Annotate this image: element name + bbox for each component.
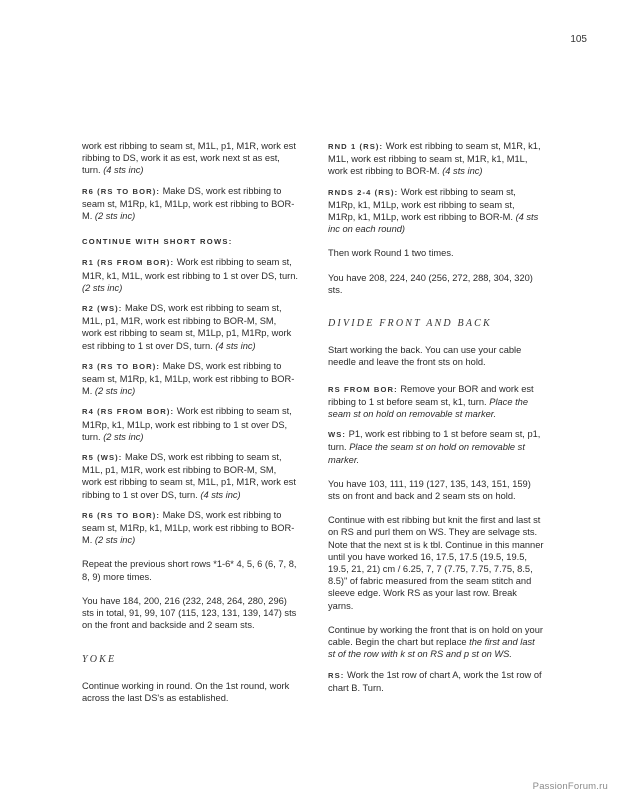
repeat-paragraph: Repeat the previous short rows *1-6* 4, 5, 6 (6, 7, 8, 8, 9) more times. <box>82 559 297 582</box>
instruction-rnd1: RND 1 (RS): Work est ribbing to seam st, M1R, k1, M1L, work est ribbing to seam st, M1R, k1, M1L, work est ribbing to BOR-M. (4 sts inc) <box>328 141 541 177</box>
instruction-rs: RS: Work the 1st row of chart A, work the 1st row of chart B. Turn. <box>328 669 542 693</box>
short-rows-heading: CONTINUE WITH SHORT ROWS: <box>82 237 233 247</box>
start-paragraph: Start working the back. You can use your cable needle and leave the front sts on hold. <box>328 345 522 368</box>
stitch-count-paragraph: You have 103, 111, 119 (127, 135, 143, 151, 159) sts on front and back and 2 seam sts on hold. <box>328 478 531 502</box>
instruction-rs-from-bor: RS FROM BOR: Remove your BOR and work est ribbing to 1 st before seam st, k1, turn. Place the seam st on hold on removable st marker. <box>328 383 534 420</box>
instruction-r6-b: R6 (RS TO BOR): Make DS, work est ribbing to seam st, M1Rp, k1, M1Lp, work est ribbing to BOR-M. (2 sts inc) <box>82 509 295 546</box>
left-column <box>82 140 298 712</box>
then-paragraph: Then work Round 1 two times. <box>328 248 454 259</box>
page-number: 105 <box>570 34 587 45</box>
instruction-r1: R1 (RS FROM BOR): Work est ribbing to seam st, M1R, k1, M1L, work est ribbing to 1 st over DS, turn. (2 sts inc) <box>82 257 298 293</box>
yoke-paragraph: Continue working in round. On the 1st round, work across the last DS's as established. <box>82 680 290 703</box>
instruction-r6: R6 (RS TO BOR): Make DS, work est ribbing to seam st, M1Rp, k1, M1Lp, work est ribbing to BOR-M. (2 sts inc) <box>82 185 295 222</box>
instruction-r2: R2 (WS): Make DS, work est ribbing to seam st, M1L, p1, M1R, work est ribbing to BOR-M, SM, work est ribbing to seam st, M1Lp, p1, M1Rp, work est ribbing to 1 st over DS, turn. (4 sts inc) <box>82 303 292 351</box>
paragraph: work est ribbing to seam st, M1L, p1, M1R, work est ribbing to DS, work it as est, work next st as est, turn. (4 sts inc) <box>82 141 296 176</box>
watermark: PassionForum.ru <box>532 781 608 792</box>
right-column <box>328 140 544 702</box>
instruction-r4: R4 (RS FROM BOR): Work est ribbing to seam st, M1Rp, k1, M1Lp, work est ribbing to 1 st over DS, turn. (2 sts inc) <box>82 406 292 442</box>
instruction-rnds-2-4: RNDS 2-4 (RS): Work est ribbing to seam st, M1Rp, k1, M1Lp, work est ribbing to seam st, M1Rp, k1, M1Lp, work est ribbing to BOR-M. (4 sts inc on each round) <box>328 186 539 235</box>
instruction-r3: R3 (RS TO BOR): Make DS, work est ribbing to seam st, M1Rp, k1, M1Lp, work est ribbing to BOR-M. (2 sts inc) <box>82 360 295 397</box>
instruction-r5: R5 (WS): Make DS, work est ribbing to seam st, M1L, p1, M1R, work est ribbing to BOR-M, SM, work est ribbing to seam st, M1L, p1, M1R, work est ribbing to 1 st over DS, turn. (4 sts inc) <box>82 452 296 500</box>
instruction-ws: WS: P1, work est ribbing to 1 st before seam st, p1, turn. Place the seam st on hold on removable st marker. <box>328 429 541 465</box>
continue-paragraph: Continue with est ribbing but knit the first and last st on RS and purl them on WS. They are selvage sts. Note that the next st is k tbl. Continue in this manner until you have worked 16, 17.5, 17.5 (19.5, 19.5, 19.5, 21, 21) cm / 6.25, 7, 7 (7.75, 7.75, 7.75, 8.5, 8.5)" of fabric measured from the seam stitch and sleeve edge. Work RS as your last row. Break yarns. <box>328 515 544 611</box>
stitch-count-paragraph: You have 184, 200, 216 (232, 248, 264, 280, 296) sts in total, 91, 99, 107 (115, 123, 131, 139, 147) sts on the front and backside and 2 seam sts. <box>82 595 297 631</box>
section-title-yoke: YOKE <box>82 653 117 665</box>
section-title-divide: DIVIDE FRONT AND BACK <box>328 318 492 330</box>
front-paragraph: Continue by working the front that is on hold on your cable. Begin the chart but replace the first and last st of the row with k st on RS and p st on WS. <box>328 624 543 660</box>
stitch-count-paragraph: You have 208, 224, 240 (256, 272, 288, 304, 320) sts. <box>328 272 533 295</box>
